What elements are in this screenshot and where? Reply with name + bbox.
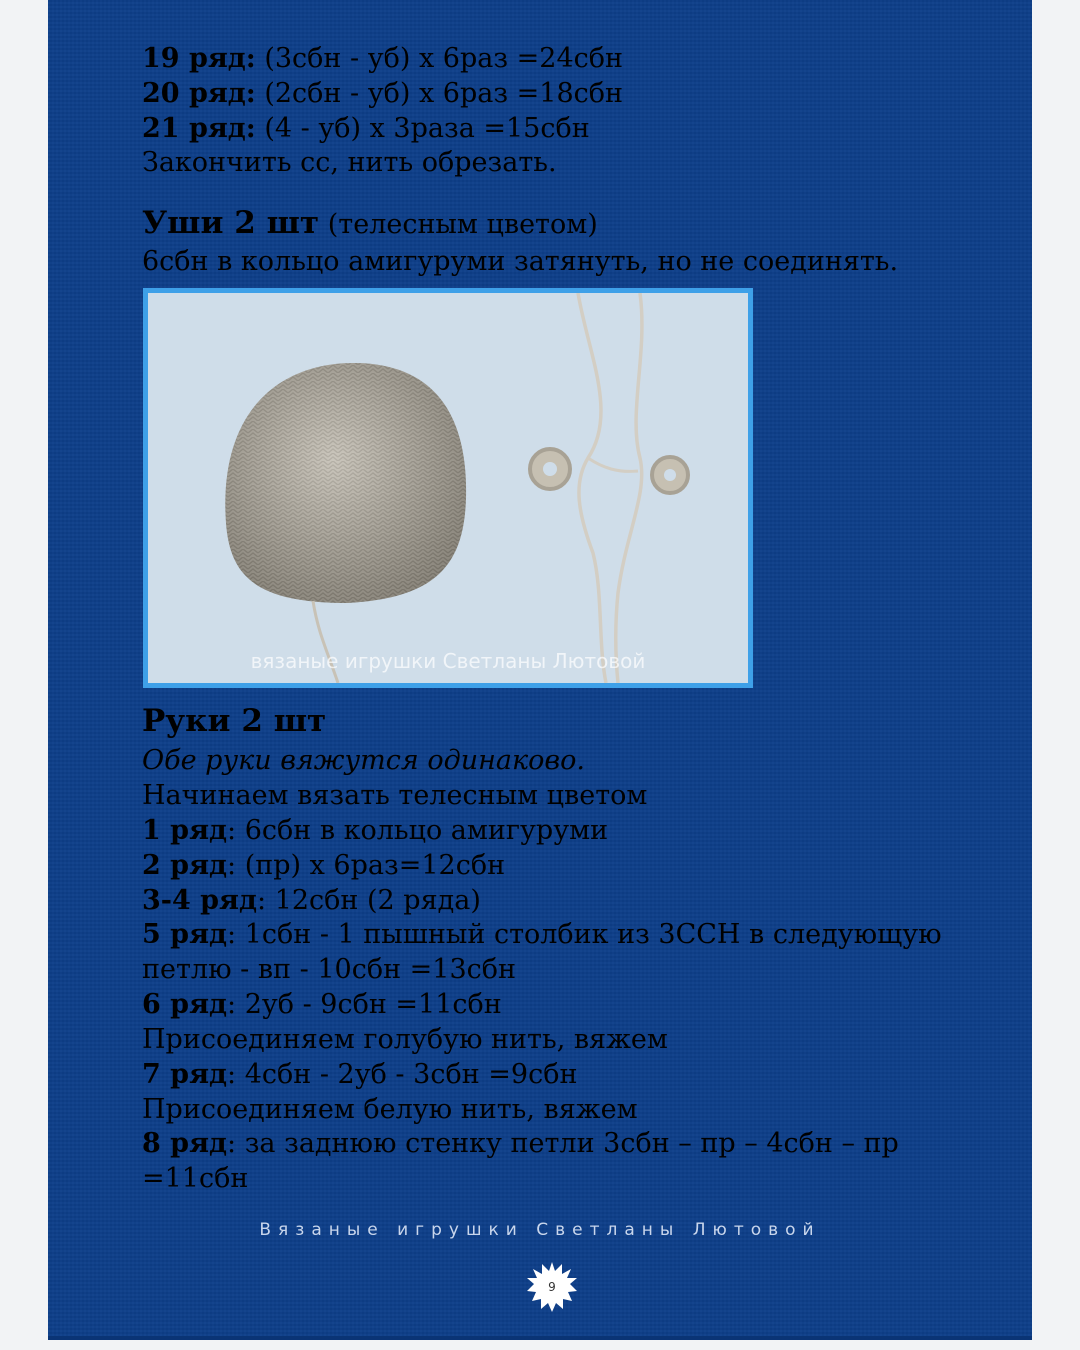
row-label: 5 ряд: [142, 919, 228, 950]
ears-instruction: 6сбн в кольцо амигуруми затянуть, но не соединять.: [142, 246, 899, 277]
row-label: 3-4 ряд: [142, 885, 258, 916]
yarn-strand-2: [616, 293, 642, 683]
row-text: : 1сбн - 1 пышный столбик из 3ССН в следующую: [227, 919, 942, 950]
row-21: [142, 112, 590, 146]
yarn-strand-1: [578, 293, 606, 683]
row-text: =11сбн: [142, 1163, 249, 1194]
page-bottom-edge: [48, 1336, 1032, 1340]
row-text: : 4сбн - 2уб - 3сбн =9сбн: [227, 1059, 578, 1090]
row-text: (4 - уб) х 3раза =15сбн: [255, 113, 590, 144]
arms-blue-note: [142, 1023, 668, 1057]
row-text: (3сбн - уб) х 6раз =24сбн: [255, 43, 624, 74]
row-label: 2 ряд: [142, 850, 228, 881]
row-label: 19 ряд:: [142, 43, 256, 74]
arms-row-7: [142, 1058, 577, 1092]
row-text: : (пр) х 6раз=12сбн: [227, 850, 506, 881]
crochet-head-illustration: [148, 293, 748, 683]
row-text: Присоединяем голубую нить, вяжем: [142, 1024, 668, 1055]
arms-note: Обе руки вяжутся одинаково.: [142, 745, 585, 776]
row-text: Закончить сс, нить обрезать.: [142, 147, 557, 178]
arms-white-note: [142, 1093, 638, 1127]
row-label: 7 ряд: [142, 1059, 228, 1090]
row-text: Начинаем вязать телесным цветом: [142, 780, 648, 811]
page-number-badge: [527, 1262, 577, 1312]
page-number: 9: [548, 1280, 556, 1294]
arms-row-8: [142, 1127, 899, 1161]
finish-note: [142, 146, 557, 180]
ears-subtitle: (телесным цветом): [319, 209, 598, 240]
row-text: : за заднюю стенку петли 3сбн – пр – 4сбн – пр: [227, 1128, 899, 1159]
row-text: петлю - вп - 10сбн =13сбн: [142, 954, 517, 985]
row-label: 20 ряд:: [142, 78, 256, 109]
crochet-photo: [143, 288, 753, 688]
row-text: : 2уб - 9сбн =11сбн: [227, 989, 502, 1020]
arms-row-2: [142, 849, 505, 883]
arms-row-1: [142, 814, 608, 848]
arms-heading: [142, 704, 326, 740]
photo-watermark: вязаные игрушки Светланы Лютовой: [250, 649, 646, 673]
arms-row-8-cont: [142, 1162, 248, 1196]
row-label: 8 ряд: [142, 1128, 228, 1159]
footer-credit: Вязаные игрушки Светланы Лютовой: [259, 1220, 821, 1240]
photo-content: [148, 293, 748, 683]
arms-start-note: [142, 779, 647, 813]
row-label: 1 ряд: [142, 815, 228, 846]
arms-row-5-cont: [142, 953, 516, 987]
row-text: Присоединяем белую нить, вяжем: [142, 1094, 638, 1125]
arms-title: Руки 2 шт: [142, 703, 327, 739]
row-label: 21 ряд:: [142, 113, 256, 144]
row-19: [142, 42, 623, 76]
row-20: [142, 77, 623, 111]
arms-row-6: [142, 988, 502, 1022]
arms-row-5: [142, 918, 942, 952]
row-text: (2сбн - уб) х 6раз =18сбн: [255, 78, 624, 109]
arms-row-3-4: [142, 884, 481, 918]
ears-title: Уши 2 шт: [142, 205, 320, 241]
row-label: 6 ряд: [142, 989, 228, 1020]
row-text: : 12сбн (2 ряда): [257, 885, 481, 916]
ears-heading: [142, 206, 598, 242]
row-text: : 6сбн в кольцо амигуруми: [227, 815, 609, 846]
